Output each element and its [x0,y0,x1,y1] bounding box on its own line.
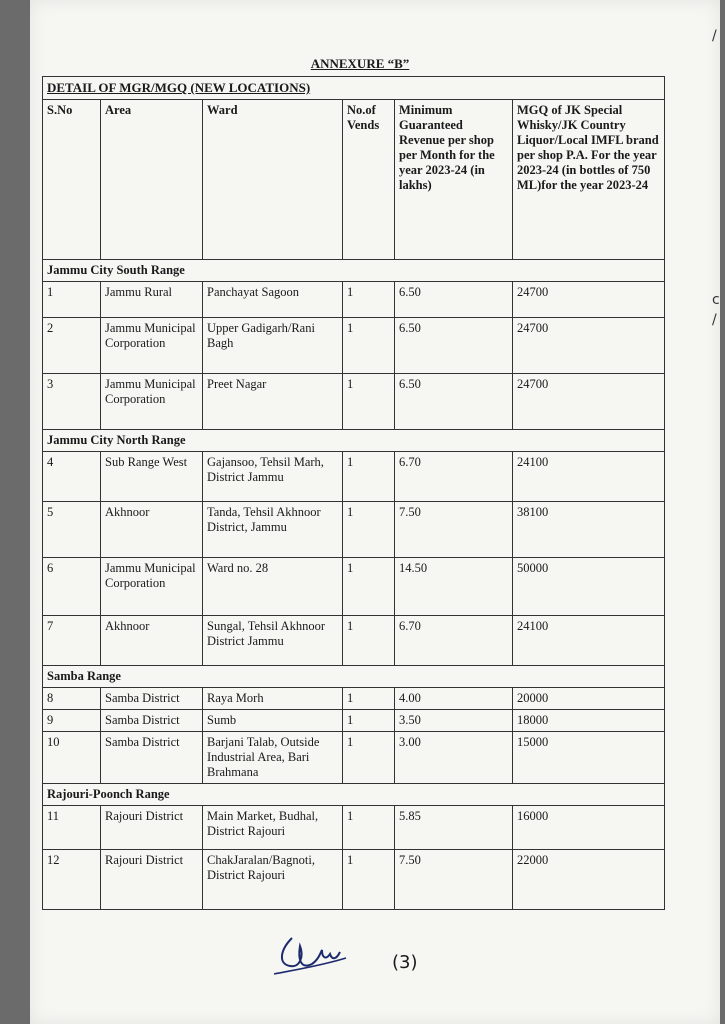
cell-area: Jammu Municipal Corporation [101,557,203,615]
range-label: Jammu City South Range [43,259,665,281]
cell-vends: 1 [343,373,395,429]
cell-mgr: 7.50 [395,849,513,909]
range-row [43,783,665,805]
cell-ward: Gajansoo, Tehsil Marh, District Jammu [203,451,343,501]
cell-area: Akhnoor [101,501,203,557]
cell-vends: 1 [343,451,395,501]
cell-sno: 10 [43,731,101,783]
cell-mgq: 22000 [513,849,665,909]
cell-mgr: 3.00 [395,731,513,783]
cell-area: Rajouri District [101,805,203,849]
header-mgr: Minimum Guaranteed Revenue per shop per Month for the year 2023-24 (in lakhs) [395,99,513,259]
cell-mgq: 24100 [513,615,665,665]
cell-area: Sub Range West [101,451,203,501]
cell-sno: 3 [43,373,101,429]
cell-mgr: 6.70 [395,615,513,665]
cell-area: Samba District [101,709,203,731]
cell-area: Samba District [101,687,203,709]
cell-mgq: 24700 [513,317,665,373]
cell-area: Jammu Rural [101,281,203,317]
cell-mgq: 20000 [513,687,665,709]
cell-sno: 7 [43,615,101,665]
cell-sno: 8 [43,687,101,709]
cell-mgq: 24100 [513,451,665,501]
cell-mgq: 50000 [513,557,665,615]
cell-mgr: 5.85 [395,805,513,849]
cell-mgq: 38100 [513,501,665,557]
table-row [43,849,665,909]
mgr-mgq-table [42,76,665,910]
range-label: Samba Range [43,665,665,687]
annexure-heading: ANNEXURE “B” [310,56,410,71]
cell-mgr: 6.50 [395,317,513,373]
cell-sno: 4 [43,451,101,501]
table-row [43,709,665,731]
cell-mgq: 18000 [513,709,665,731]
cell-vends: 1 [343,849,395,909]
cell-ward: Main Market, Budhal, District Rajouri [203,805,343,849]
table-body [43,259,665,909]
table-row [43,731,665,783]
edge-mark: / [712,28,717,44]
cell-vends: 1 [343,615,395,665]
table-title: DETAIL OF MGR/MGQ (NEW LOCATIONS) [43,77,665,100]
cell-mgr: 14.50 [395,557,513,615]
header-area: Area [101,99,203,259]
cell-sno: 5 [43,501,101,557]
cell-ward: Sumb [203,709,343,731]
table-row [43,501,665,557]
cell-mgr: 6.50 [395,373,513,429]
cell-ward: Ward no. 28 [203,557,343,615]
cell-vends: 1 [343,281,395,317]
header-sno: S.No [43,99,101,259]
cell-sno: 12 [43,849,101,909]
cell-vends: 1 [343,501,395,557]
cell-sno: 9 [43,709,101,731]
cell-area: Jammu Municipal Corporation [101,373,203,429]
range-row [43,665,665,687]
cell-mgr: 7.50 [395,501,513,557]
range-row [43,259,665,281]
cell-vends: 1 [343,731,395,783]
cell-vends: 1 [343,805,395,849]
cell-vends: 1 [343,317,395,373]
cell-area: Jammu Municipal Corporation [101,317,203,373]
table-row [43,317,665,373]
cell-ward: ChakJaralan/Bagnoti, District Rajouri [203,849,343,909]
cell-mgq: 16000 [513,805,665,849]
table-row [43,451,665,501]
document-page [30,0,720,1024]
cell-ward: Barjani Talab, Outside Industrial Area, Bari Brahmana [203,731,343,783]
table-row [43,687,665,709]
cell-area: Akhnoor [101,615,203,665]
cell-ward: Preet Nagar [203,373,343,429]
cell-ward: Upper Gadigarh/Rani Bagh [203,317,343,373]
header-vends: No.of Vends [343,99,395,259]
cell-vends: 1 [343,709,395,731]
cell-mgr: 4.00 [395,687,513,709]
cell-vends: 1 [343,687,395,709]
cell-ward: Panchayat Sagoon [203,281,343,317]
cell-mgq: 24700 [513,373,665,429]
header-ward: Ward [203,99,343,259]
page-number: (3) [392,952,418,973]
cell-mgr: 3.50 [395,709,513,731]
table-row [43,615,665,665]
range-row [43,429,665,451]
cell-area: Samba District [101,731,203,783]
cell-mgr: 6.70 [395,451,513,501]
cell-vends: 1 [343,557,395,615]
header-mgq: MGQ of JK Special Whisky/JK Country Liquor/Local IMFL brand per shop P.A. For the year 2023-24 (in bottles of 750 ML)for the year 2023-24 [513,99,665,259]
table-row [43,557,665,615]
range-label: Rajouri-Poonch Range [43,783,665,805]
range-label: Jammu City North Range [43,429,665,451]
cell-mgr: 6.50 [395,281,513,317]
cell-ward: Raya Morh [203,687,343,709]
table-row [43,373,665,429]
edge-mark: c [712,292,720,308]
cell-sno: 6 [43,557,101,615]
cell-mgq: 15000 [513,731,665,783]
cell-sno: 1 [43,281,101,317]
edge-mark: / [712,312,717,328]
cell-sno: 11 [43,805,101,849]
cell-ward: Tanda, Tehsil Akhnoor District, Jammu [203,501,343,557]
cell-ward: Sungal, Tehsil Akhnoor District Jammu [203,615,343,665]
signature-icon [270,930,350,980]
table-row [43,805,665,849]
cell-mgq: 24700 [513,281,665,317]
cell-area: Rajouri District [101,849,203,909]
cell-sno: 2 [43,317,101,373]
table-row [43,281,665,317]
